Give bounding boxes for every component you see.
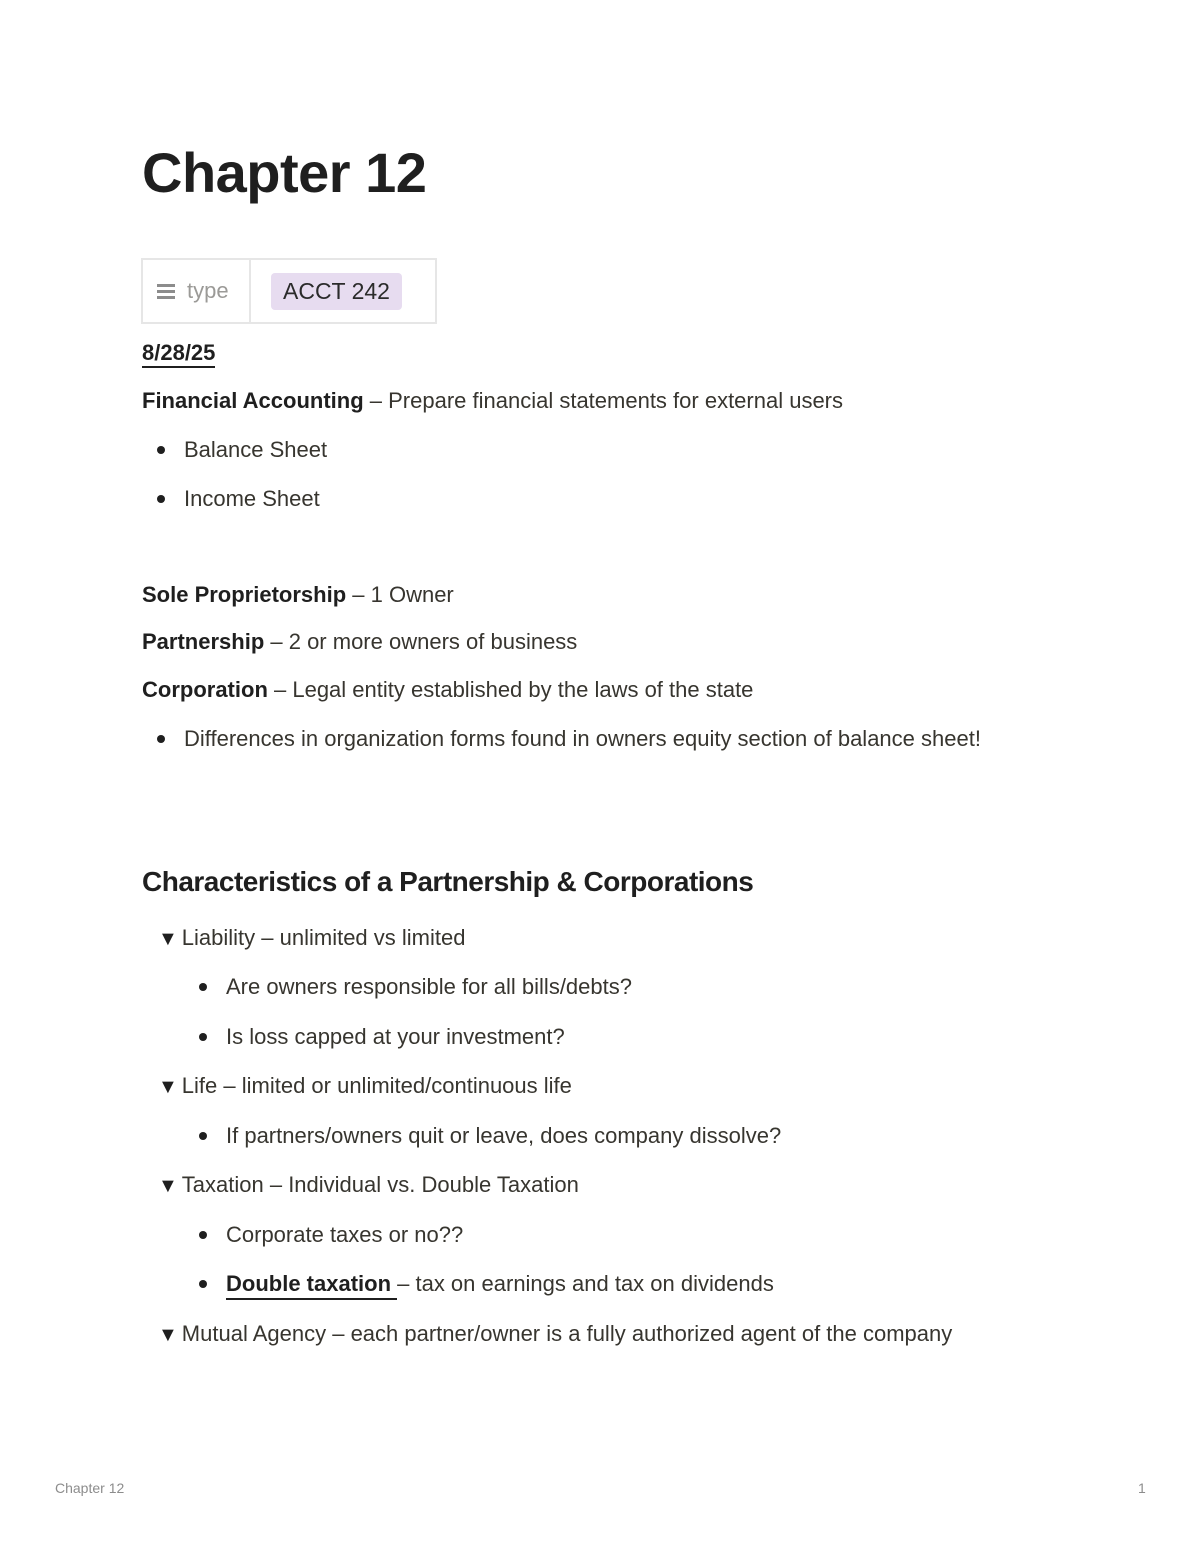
org-form-definition [142, 674, 753, 706]
bullet-dot [157, 446, 165, 454]
page-number: 1 [1138, 1480, 1146, 1496]
definition-text: – 1 Owner [346, 582, 454, 607]
bullet-dot [199, 1033, 207, 1041]
list-item: Income Sheet [184, 481, 320, 516]
toggle-taxation[interactable]: ▼ Taxation – Individual vs. Double Taxation [158, 1167, 579, 1204]
bullet-dot [199, 1280, 207, 1288]
definition-term: Financial Accounting [142, 388, 364, 413]
toggle-life[interactable]: ▼ Life – limited or unlimited/continuous life [158, 1068, 572, 1105]
toggle-triangle-icon[interactable]: ▼ [158, 928, 178, 950]
list-item: Balance Sheet [184, 432, 327, 467]
list-item: Differences in organization forms found in owners equity section of balance sheet! [184, 721, 1044, 756]
page-title: Chapter 12 [142, 141, 427, 204]
list-icon [157, 281, 175, 302]
date-line [142, 337, 215, 369]
definition-text: – Prepare financial statements for external users [363, 388, 844, 413]
toggle-liability[interactable]: ▼ Liability – unlimited vs limited [158, 920, 465, 957]
definition-term: Corporation [142, 677, 268, 702]
toggle-triangle-icon[interactable]: ▼ [158, 1175, 178, 1197]
property-key-cell [142, 259, 250, 323]
definition-term: Sole Proprietorship [142, 582, 347, 607]
definition-text: – Legal entity established by the laws of the state [267, 677, 754, 702]
bullet-dot [199, 1132, 207, 1140]
property-key: type [187, 278, 229, 303]
property-value-cell[interactable] [250, 259, 436, 323]
toggle-triangle-icon[interactable]: ▼ [158, 1324, 178, 1346]
org-form-definition [142, 626, 577, 658]
list-item: Is loss capped at your investment? [226, 1019, 565, 1054]
list-item: Are owners responsible for all bills/debts? [226, 969, 632, 1004]
definition-text: – 2 or more owners of business [264, 629, 578, 654]
org-form-definition [142, 579, 454, 611]
toggle-triangle-icon[interactable]: ▼ [158, 1076, 178, 1098]
definition-term: Partnership [142, 629, 265, 654]
property-table [141, 258, 437, 324]
toggle-mutual-agency[interactable]: ▼ Mutual Agency – each partner/owner is a fully authorized agent of the company [158, 1316, 988, 1353]
bullet-dot [157, 495, 165, 503]
financial-accounting-definition [142, 385, 843, 417]
bullet-dot [199, 1231, 207, 1239]
property-tag[interactable]: ACCT 242 [271, 273, 402, 310]
list-item: Double taxation – tax on earnings and tax on dividends [226, 1266, 774, 1301]
underlined-term: Double taxation [226, 1271, 397, 1300]
section-heading: Characteristics of a Partnership & Corporations [142, 866, 754, 897]
bullet-dot [199, 983, 207, 991]
footer-title: Chapter 12 [55, 1480, 125, 1496]
bullet-dot [157, 735, 165, 743]
list-item: Corporate taxes or no?? [226, 1217, 463, 1252]
date: 8/28/25 [142, 340, 215, 368]
list-item: If partners/owners quit or leave, does company dissolve? [226, 1118, 781, 1153]
